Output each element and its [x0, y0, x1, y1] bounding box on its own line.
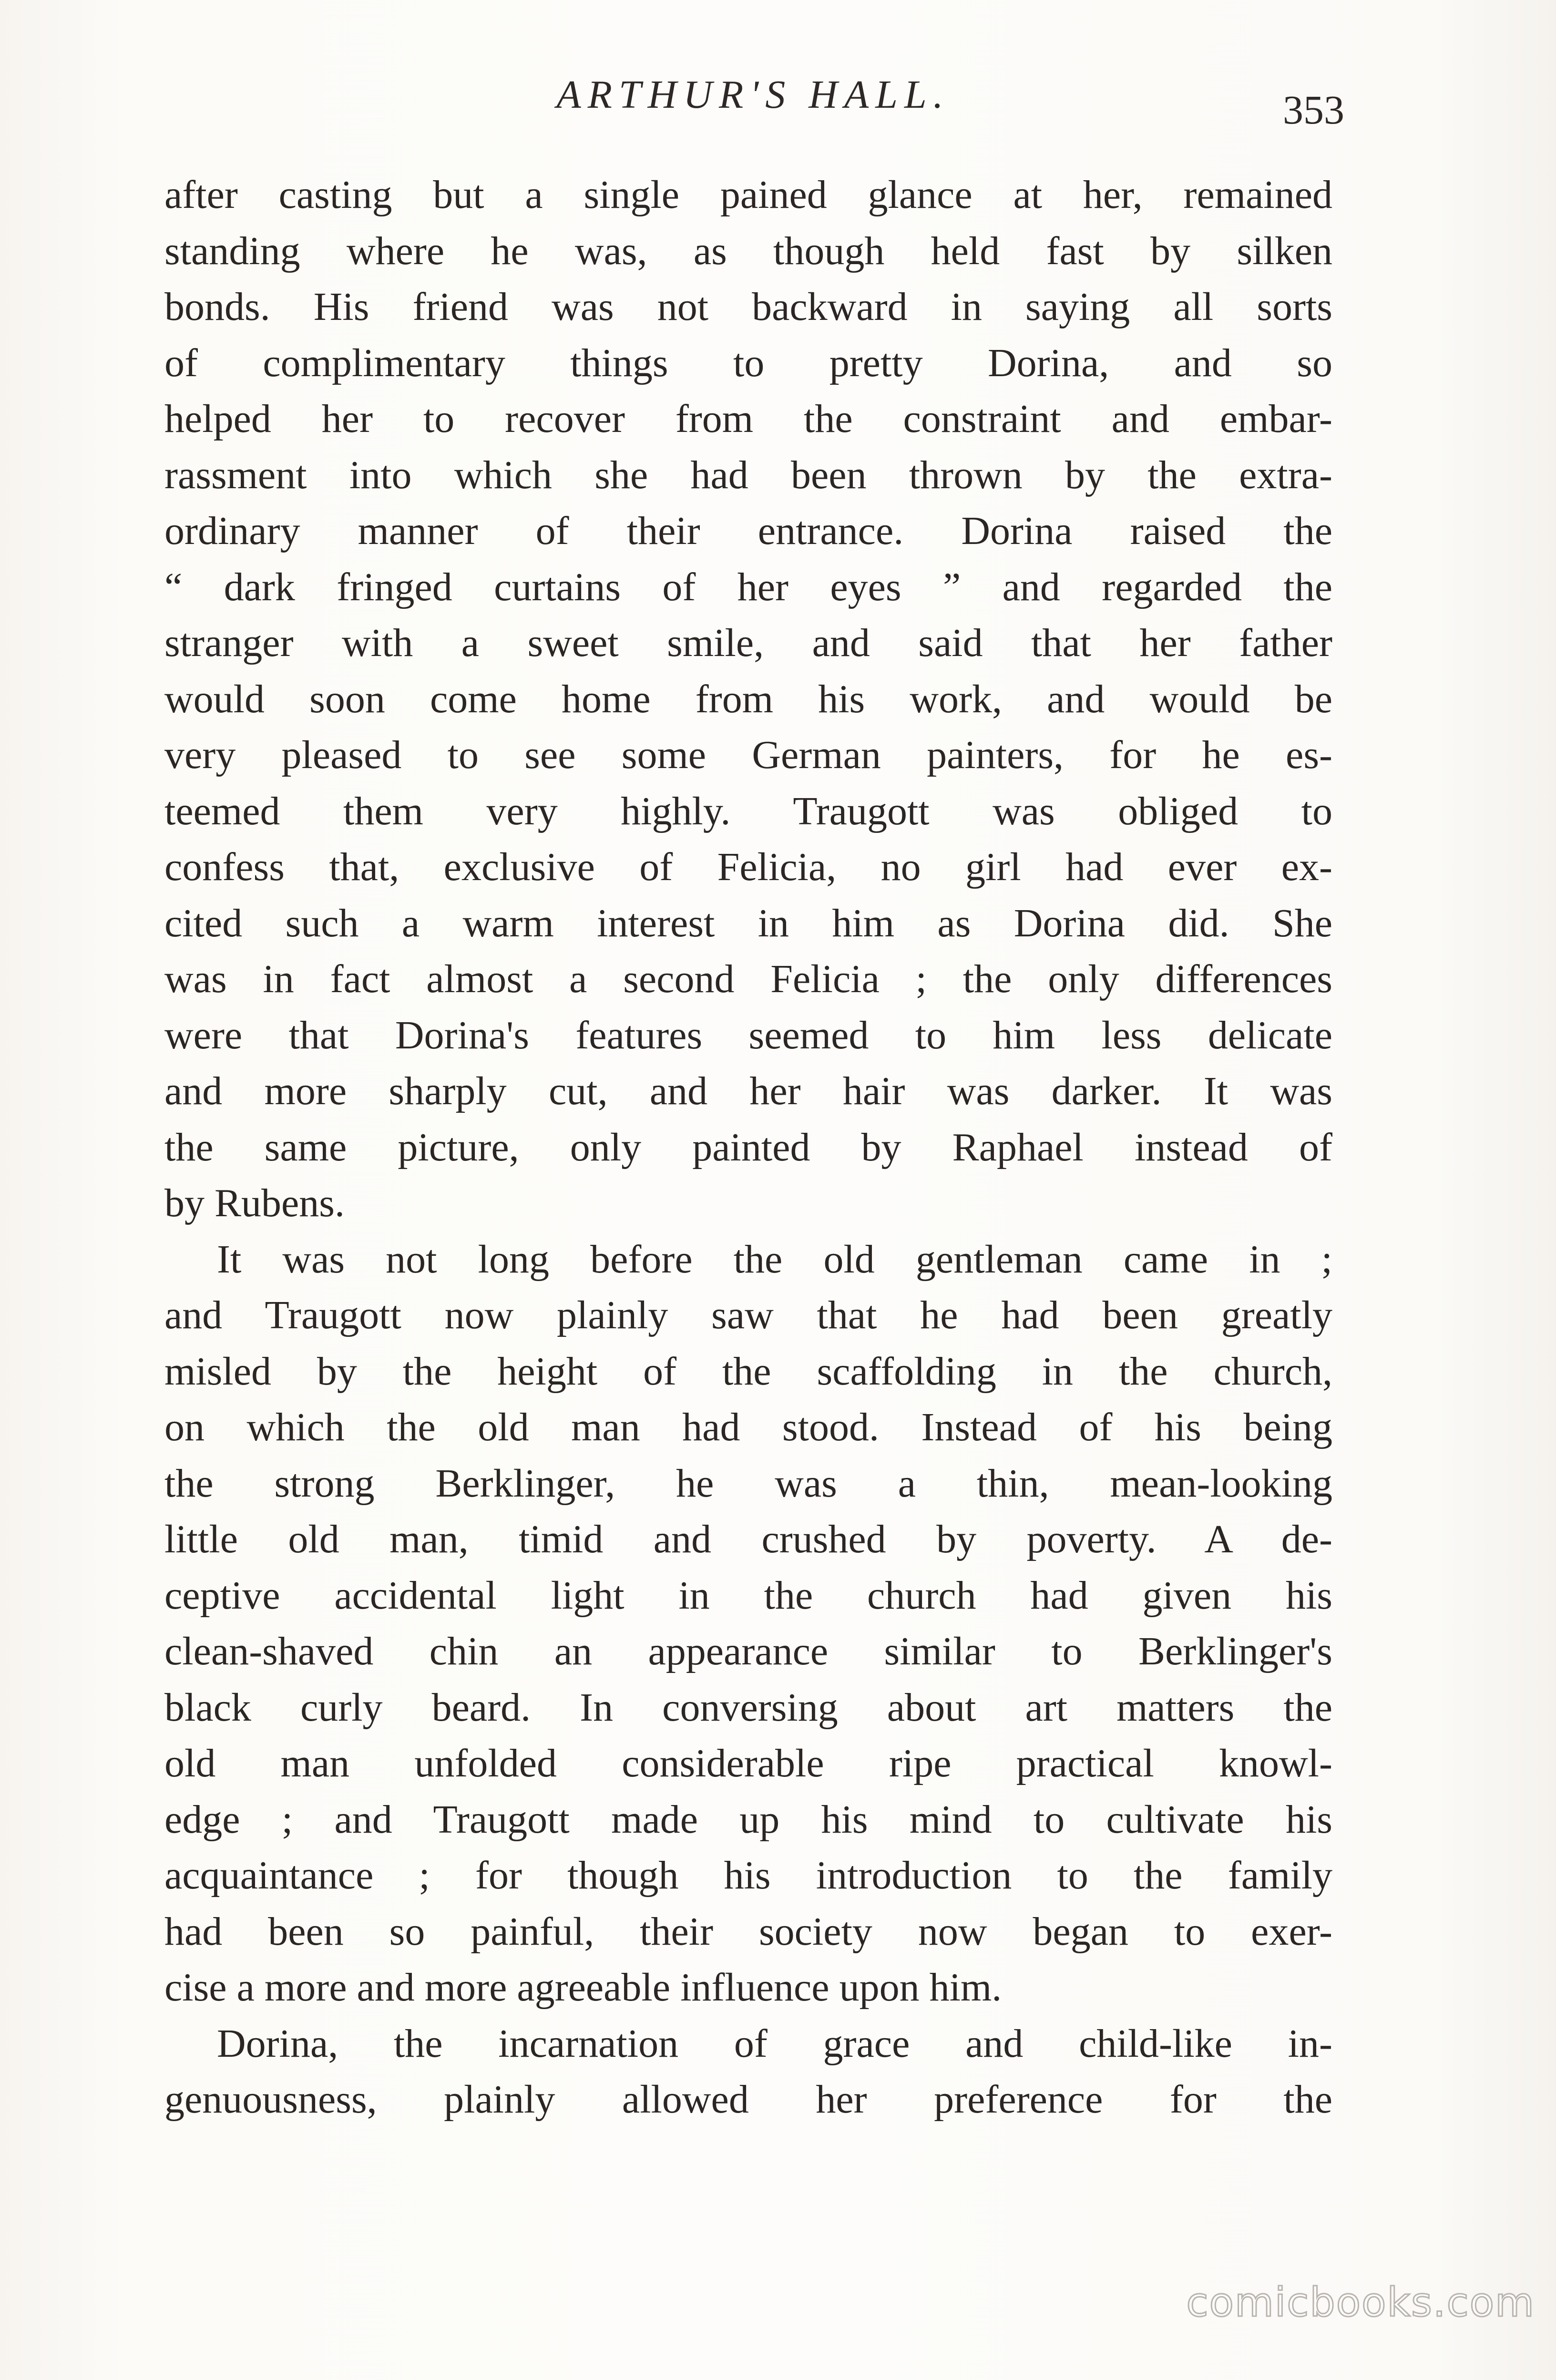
text-line: and Traugott now plainly saw that he had been greatly: [164, 1293, 1332, 1337]
text-line: cise a more and more agreeable influence upon him.: [164, 1965, 1002, 2010]
text-line: rassment into which she had been thrown by the extra-: [164, 452, 1332, 497]
text-line: genuousness, plainly allowed her preference for the: [164, 2077, 1332, 2122]
text-line: “ dark fringed curtains of her eyes ” and regarded the: [164, 564, 1332, 609]
text-line: on which the old man had stood. Instead of his being: [164, 1405, 1332, 1449]
text-line: would soon come home from his work, and would be: [164, 677, 1332, 721]
text-line: acquaintance ; for though his introduction to the family: [164, 1853, 1332, 1898]
text-line: clean-shaved chin an appearance similar to Berklinger's: [164, 1629, 1332, 1673]
running-head: ARTHUR'S HALL.: [556, 72, 950, 117]
text-line: teemed them very highly. Traugott was obliged to: [164, 789, 1332, 833]
text-line: confess that, exclusive of Felicia, no girl had ever ex-: [164, 845, 1332, 889]
text-line: standing where he was, as though held fast by silken: [164, 228, 1332, 273]
text-line: ordinary manner of their entrance. Dorina raised the: [164, 509, 1332, 553]
text-line: had been so painful, their society now began to exer-: [164, 1909, 1332, 1954]
page-number: 353: [1283, 87, 1344, 133]
text-line: black curly beard. In conversing about art matters the: [164, 1685, 1332, 1730]
text-line: little old man, timid and crushed by poverty. A de-: [164, 1517, 1332, 1561]
paragraph: [164, 2016, 1332, 2128]
text-line: was in fact almost a second Felicia ; the only differences: [164, 957, 1332, 1001]
text-line: the strong Berklinger, he was a thin, mean-looking: [164, 1461, 1332, 1506]
text-line: ceptive accidental light in the church had given his: [164, 1573, 1332, 1618]
body-text: [164, 167, 1332, 2128]
text-line: and more sharply cut, and her hair was darker. It was: [164, 1069, 1332, 1113]
text-line: edge ; and Traugott made up his mind to cultivate his: [164, 1797, 1332, 1842]
text-line: the same picture, only painted by Raphael instead of: [164, 1125, 1332, 1169]
text-line: by Rubens.: [164, 1181, 345, 1225]
text-line: of complimentary things to pretty Dorina, and so: [164, 340, 1332, 385]
paragraph: [164, 167, 1332, 1231]
text-line: misled by the height of the scaffolding in the church,: [164, 1349, 1332, 1394]
text-line: stranger with a sweet smile, and said that her father: [164, 621, 1332, 665]
text-line: Dorina, the incarnation of grace and child-like in-: [217, 2021, 1332, 2066]
text-line: after casting but a single pained glance at her, remained: [164, 173, 1332, 217]
watermark: comicbooks.com: [1186, 2279, 1535, 2326]
text-line: old man unfolded considerable ripe practical knowl-: [164, 1741, 1332, 1785]
text-line: helped her to recover from the constraint and embar-: [164, 397, 1332, 441]
text-line: were that Dorina's features seemed to him less delicate: [164, 1013, 1332, 1057]
paragraph: [164, 1231, 1332, 2016]
text-line: very pleased to see some German painters, for he es-: [164, 733, 1332, 777]
text-line: It was not long before the old gentleman came in ;: [217, 1237, 1332, 1282]
text-line: bonds. His friend was not backward in saying all sorts: [164, 285, 1332, 329]
text-line: cited such a warm interest in him as Dorina did. She: [164, 901, 1332, 945]
